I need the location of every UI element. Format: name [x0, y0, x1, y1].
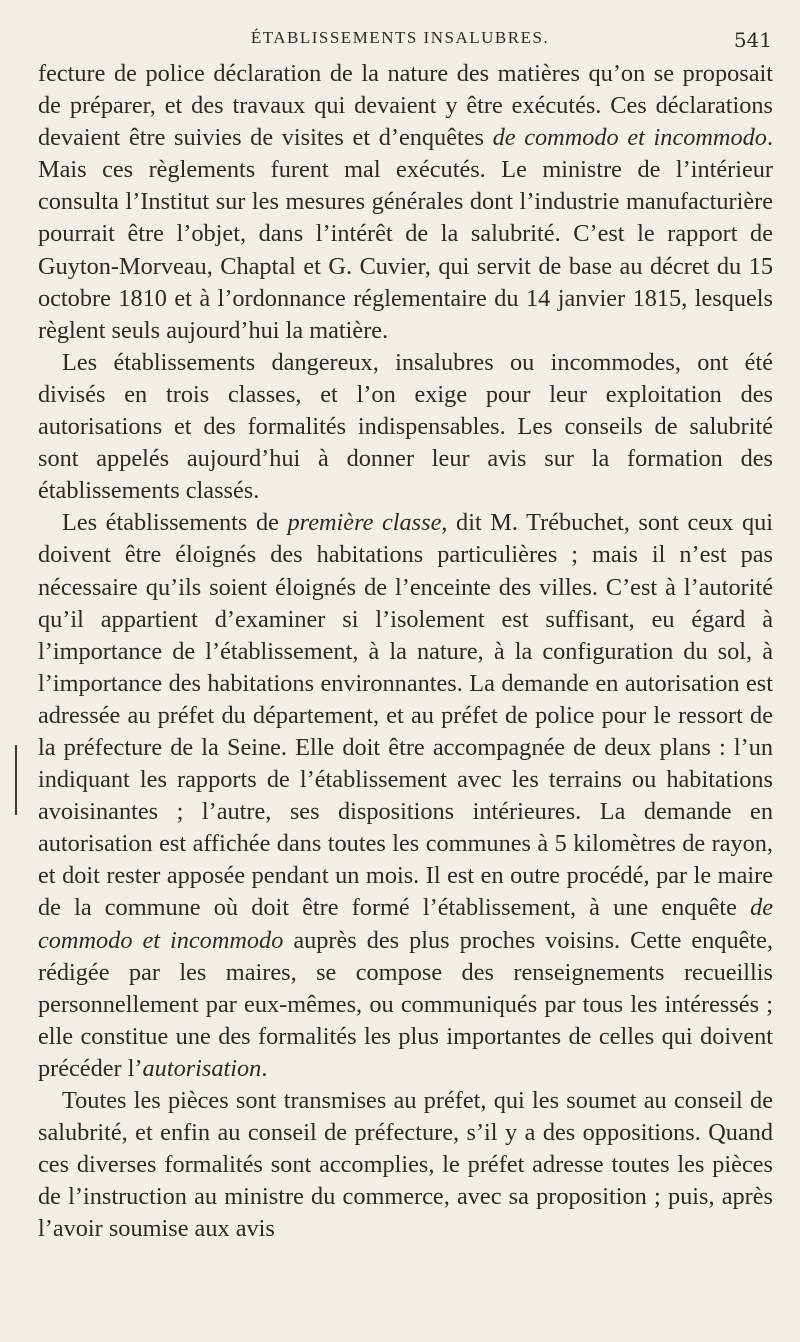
text-run: .	[261, 1054, 268, 1082]
running-header	[0, 28, 800, 52]
text-run: Les établissements dangereux, insalubres ou incommodes, ont été divisés en trois classes, et l’on exige pour leur exploitation des autorisations et des formalités indispensables. Les conseils de salubrité sont appelés aujourd’hui à donner leur avis sur la formation des établissements classés.	[38, 348, 773, 505]
page-number: 541	[733, 28, 772, 52]
margin-rule	[15, 745, 17, 815]
paragraph	[38, 347, 773, 507]
paragraph	[38, 507, 773, 1085]
paragraph	[38, 1085, 773, 1245]
text-run: Les établissements de	[62, 509, 288, 537]
text-run: fecture de police déclaration de la nature des matières qu’on se proposait de préparer, et des travaux qui devaient y être exécutés. Ces déclarations devaient être suivies de visites et d’enquêtes	[38, 60, 773, 152]
italic-text: de commodo et incommodo	[492, 124, 767, 152]
text-run: . Mais ces règlements furent mal exécutés. Le ministre de l’intérieur consulta l’Institut sur les mesures générales dont l’industrie manufacturière pourrait être l’objet, dans l’intérêt de la salubrité. C’est le rapport de Guyton-Morveau, Chaptal et G. Cuvier, qui servit de base au décret du 15 octobre 1810 et à l’ordonnance réglementaire du 14 janvier 1815, lesquels règlent seuls aujourd’hui la matière.	[38, 124, 774, 344]
italic-text: première classe	[287, 509, 442, 537]
paragraph	[38, 58, 773, 347]
italic-text: de commodo et incommodo	[38, 894, 773, 954]
text-run: auprès des plus proches voisins. Cette enquête, rédigée par les maires, se compose des renseignements recueillis personnellement par eux-mêmes, ou communiqués par tous les intéressés ; elle constitue une des formalités les plus importantes de celles qui doivent précéder l’	[38, 926, 773, 1082]
text-run: , dit M. Trébuchet, sont ceux qui doivent être éloignés des habitations particulières ; mais il n’est pas nécessaire qu’ils soient éloignés de l’enceinte des villes. C’est à l’autorité qu’il appartient d’examiner si l’isolement est suffisant, eu égard à l’importance de l’établissement, à la nature, à la configuration du sol, à l’importance des habitations environnantes. La demande en autorisation est adressée au préfet du département, et au préfet de police pour le ressort de la préfecture de la Seine. Elle doit être accompagnée de deux plans : l’un indiquant les rapports de l’établissement avec les terrains ou habitations avoisinantes ; l’autre, ses dispositions intérieures. La demande en autorisation est affichée dans toutes les communes à 5 kilomètres de rayon, et doit rester apposée pendant un mois. Il est en outre procédé, par le maire de la commune où doit être formé l’établissement, à une enquête	[38, 509, 774, 922]
italic-text: autorisation	[142, 1054, 262, 1082]
running-title: ÉTABLISSEMENTS INSALUBRES.	[250, 28, 550, 47]
text-run: Toutes les pièces sont transmises au préfet, qui les soumet au conseil de salubrité, et enfin au conseil de préfecture, s’il y a des oppositions. Quand ces diverses formalités sont accomplies, le préfet adresse toutes les pièces de l’instruction au ministre du commerce, avec sa proposition ; puis, après l’avoir soumise aux avis	[38, 1087, 773, 1243]
body-text	[38, 58, 773, 1245]
